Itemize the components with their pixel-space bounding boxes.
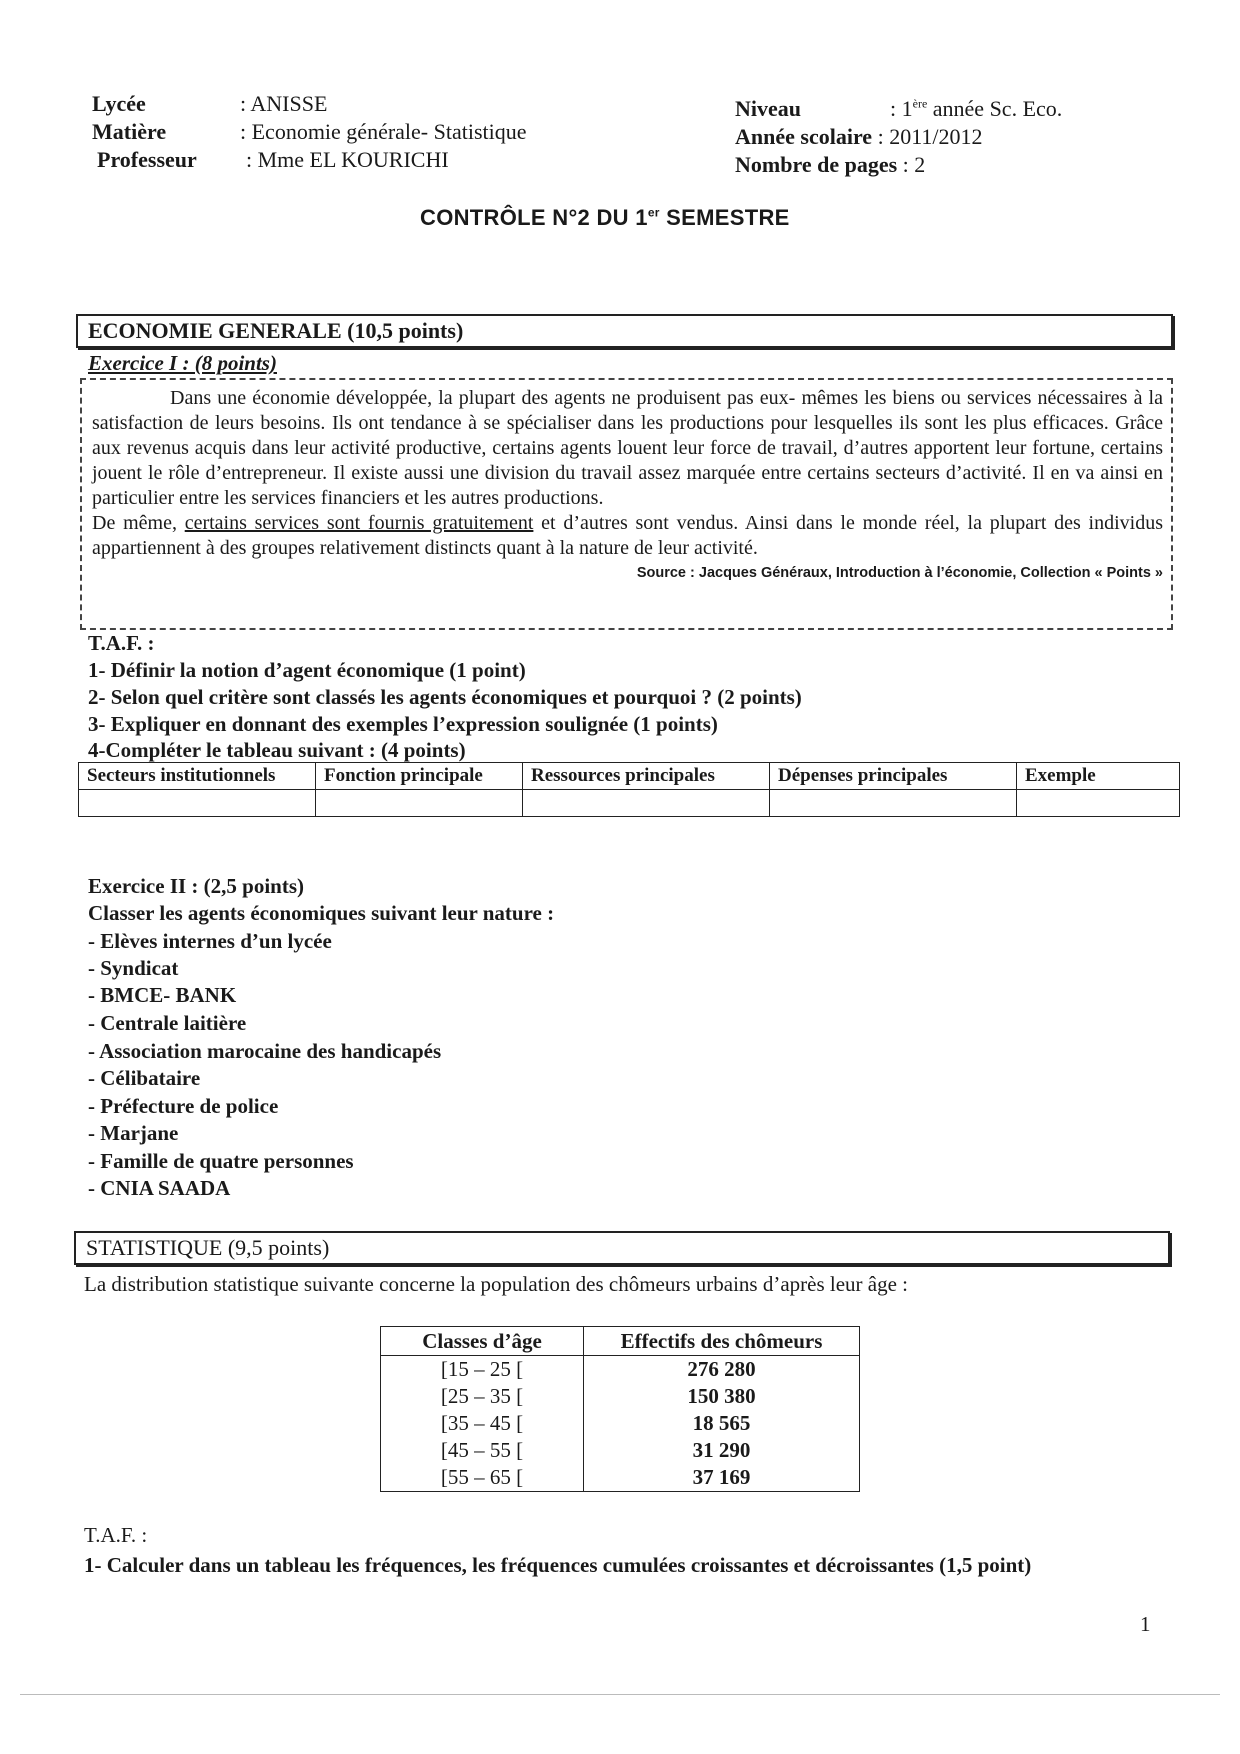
list-item: - Association marocaine des handicapés	[88, 1039, 442, 1063]
list-item: - Marjane	[88, 1121, 179, 1145]
list-item: - Célibataire	[88, 1066, 201, 1090]
p2-after: et d’autres sont vendus. Ainsi dans le monde réel, la plupart des individus appartiennent à des groupes relativement distincts quant à la nature de leur activité.	[92, 512, 1163, 559]
title-prefix: CONTRÔLE N°2 DU 1	[420, 205, 648, 230]
page-number: 1	[1140, 1612, 1151, 1636]
col-fonction: Fonction principale	[316, 763, 523, 790]
table-row	[381, 1356, 860, 1384]
chomeurs-table	[380, 1326, 860, 1492]
statistique-intro: La distribution statistique suivante concerne la population des chômeurs urbains d’après leur âge :	[84, 1272, 909, 1296]
chomeurs-table-header-row	[381, 1327, 860, 1356]
header-lycee	[92, 90, 146, 118]
exercice1-title: Exercice I : (8 points)	[88, 351, 277, 375]
exercice1-paragraph-2	[92, 511, 1163, 561]
page-title	[420, 205, 790, 231]
table-row	[381, 1437, 860, 1464]
exercice1-question-4: 4-Compléter le tableau suivant : (4 points)	[88, 738, 466, 762]
niveau-suffix: année Sc. Eco.	[927, 96, 1063, 121]
empty-cell	[770, 790, 1017, 817]
table-row	[381, 1464, 860, 1492]
effectif-cell: 31 290	[584, 1437, 860, 1464]
effectif-cell: 150 380	[584, 1383, 860, 1410]
exercice1-question-2: 2- Selon quel critère sont classés les agents économiques et pourquoi ? (2 points)	[88, 685, 802, 709]
effectif-cell: 18 565	[584, 1410, 860, 1437]
list-item: - Elèves internes d’un lycée	[88, 929, 332, 953]
title-sup: er	[647, 205, 660, 220]
classe-cell: [55 – 65 [	[381, 1464, 584, 1492]
exercice1-text-box	[80, 378, 1173, 630]
secteurs-table-empty-row	[79, 790, 1180, 817]
col-secteurs: Secteurs institutionnels	[79, 763, 316, 790]
p2-before: De même,	[92, 512, 185, 534]
header-niveau	[735, 95, 801, 123]
exercice1-question-1: 1- Définir la notion d’agent économique (1 point)	[88, 658, 526, 682]
header-lycee-label: Lycée	[92, 91, 146, 116]
exercice1-taf-label: T.A.F. :	[88, 631, 155, 655]
empty-cell	[1017, 790, 1180, 817]
classe-cell: [25 – 35 [	[381, 1383, 584, 1410]
list-item: - BMCE- BANK	[88, 983, 237, 1007]
list-item: - CNIA SAADA	[88, 1176, 231, 1200]
header-matiere-label: Matière	[92, 119, 167, 144]
niveau-prefix: : 1	[890, 96, 913, 121]
col-classes: Classes d’âge	[381, 1327, 584, 1356]
exercice1-paragraph-1: Dans une économie développée, la plupart des agents ne produisent pas eux- mêmes les biens ou services nécessaires à la satisfaction de leurs besoins. Ils ont tendance à se spécialiser dans les productions pour lesquelles ils sont les plus efficaces. Grâce aux revenus acquis dans leur activité productive, certains agents louent leur force de travail, d’autres apportent leur fortune, certains jouent le rôle d’entrepreneur. Il existe aussi une division du travail assez marquée entre certains secteurs d’activité. Il en va ainsi en particulier entre les services financiers et les autres productions.	[92, 387, 1163, 509]
header-lycee-value: : ANISSE	[240, 91, 328, 116]
list-item: - Préfecture de police	[88, 1094, 279, 1118]
list-item: - Syndicat	[88, 956, 179, 980]
niveau-sup: ère	[912, 96, 928, 111]
header-pages	[735, 151, 925, 179]
header-pages-value: : 2	[902, 152, 926, 177]
exercice1-source: Source : Jacques Généraux, Introduction à l’économie, Collection « Points »	[636, 565, 1163, 581]
list-item: - Famille de quatre personnes	[88, 1149, 354, 1173]
secteurs-table-header-row	[79, 763, 1180, 790]
col-exemple: Exemple	[1017, 763, 1180, 790]
exercice2-instruction: Classer les agents économiques suivant leur nature :	[88, 901, 555, 925]
header-annee-label: Année scolaire	[735, 124, 873, 149]
list-item: - Centrale laitière	[88, 1011, 247, 1035]
title-suffix: SEMESTRE	[659, 205, 790, 230]
bottom-divider	[20, 1694, 1220, 1695]
classe-cell: [45 – 55 [	[381, 1437, 584, 1464]
classe-cell: [35 – 45 [	[381, 1410, 584, 1437]
exercice2-title: Exercice II : (2,5 points)	[88, 874, 304, 898]
header-niveau-label: Niveau	[735, 96, 801, 121]
exercice1-question-3: 3- Expliquer en donnant des exemples l’expression soulignée (1 points)	[88, 712, 718, 736]
header-professeur	[97, 146, 197, 174]
secteurs-table	[78, 762, 1180, 817]
statistique-question-1: 1- Calculer dans un tableau les fréquences, les fréquences cumulées croissantes et décroissantes (1,5 point)	[84, 1553, 1032, 1577]
effectif-cell: 37 169	[584, 1464, 860, 1492]
table-row	[381, 1383, 860, 1410]
section-economie-title: ECONOMIE GENERALE (10,5 points)	[76, 314, 1173, 348]
col-effectifs: Effectifs des chômeurs	[584, 1327, 860, 1356]
header-professeur-value: : Mme EL KOURICHI	[246, 147, 449, 172]
header-pages-label: Nombre de pages	[735, 152, 898, 177]
header-matiere	[92, 118, 166, 146]
header-professeur-label: Professeur	[97, 147, 197, 172]
header-matiere-value: : Economie générale- Statistique	[240, 119, 527, 144]
section-statistique-title: STATISTIQUE (9,5 points)	[74, 1231, 1170, 1265]
col-ressources: Ressources principales	[523, 763, 770, 790]
empty-cell	[316, 790, 523, 817]
col-depenses: Dépenses principales	[770, 763, 1017, 790]
classe-cell: [15 – 25 [	[381, 1356, 584, 1384]
header-annee-value: : 2011/2012	[877, 124, 983, 149]
effectif-cell: 276 280	[584, 1356, 860, 1384]
empty-cell	[79, 790, 316, 817]
header-annee	[735, 123, 983, 151]
empty-cell	[523, 790, 770, 817]
underlined-expression: certains services sont fournis gratuitement	[184, 512, 534, 534]
table-row	[381, 1410, 860, 1437]
statistique-taf-label: T.A.F. :	[84, 1523, 148, 1547]
header-niveau-value	[890, 95, 1062, 123]
